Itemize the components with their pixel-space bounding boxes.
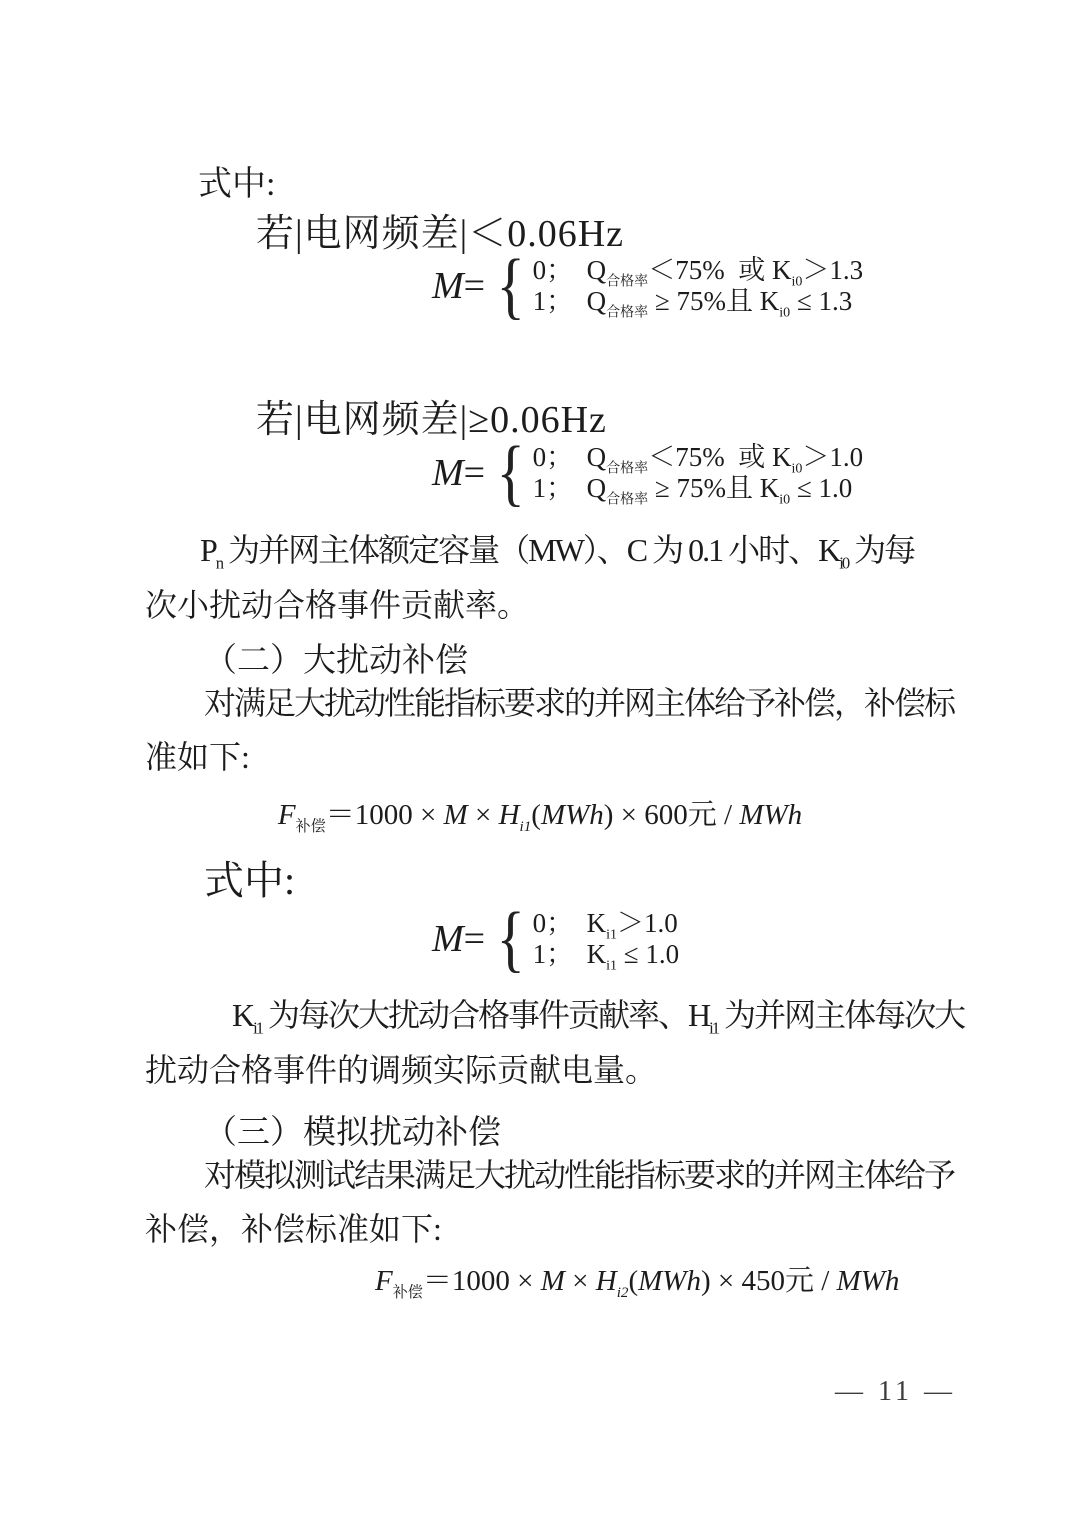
paragraph-2-line-2: 准如下: bbox=[145, 739, 250, 775]
formula-intro-label-2: 式中: bbox=[204, 858, 296, 903]
formula-m-cases-2: M= { 0； $Q_{合格率}<75\%$ 或 $K_{i0}>1.0$ 1； $Q_{合格率} \ge 75\%$且 $K_{i0} \le 1.0$ bbox=[432, 432, 864, 514]
formula-f-compensation-450: $F_{补偿}=1000 \times M \times H_{i2}(MWh) \times 450$元 / MWh bbox=[375, 1265, 900, 1301]
condition-small-freq-deviation: 若|电网频差|＜0.06Hz bbox=[256, 213, 625, 255]
paragraph-pn-line-2: 次小扰动合格事件贡献率。 bbox=[145, 587, 530, 623]
formula-m-lhs: M= bbox=[432, 452, 486, 494]
formula-m-lhs: M= bbox=[432, 918, 486, 960]
section-heading-2: （二）大扰动补偿 bbox=[204, 643, 468, 679]
formula-case-rows bbox=[532, 908, 680, 974]
case-row-bottom: 1； $Q_{合格率} \ge 75\%$且 $K_{i0} \le 1.0$ bbox=[532, 473, 853, 508]
formula-intro-label-1: 式中: bbox=[198, 166, 276, 203]
formula-f-compensation-600: $F_{补偿}=1000 \times M \times H_{i1}(MWh) \times 600$元 / MWh bbox=[277, 799, 803, 835]
case-row-top: 0； $Q_{合格率}<75\%$ 或 $K_{i0}>1.0$ bbox=[532, 442, 864, 477]
paragraph-pn-line-1: $P_n$ 为并网主体额定容量（MW）、C 为 0.1 小时、$K_{i0}$ 为每 bbox=[200, 532, 915, 573]
paragraph-3-line-1: 对模拟测试结果满足大扰动性能指标要求的并网主体给予 bbox=[204, 1157, 955, 1193]
formula-case-rows bbox=[532, 442, 864, 508]
paragraph-ki1-line-2: 扰动合格事件的调频实际贡献电量。 bbox=[145, 1052, 658, 1088]
paragraph-2-line-1: 对满足大扰动性能指标要求的并网主体给予补偿，补偿标 bbox=[204, 685, 955, 721]
condition-large-freq-deviation: 若|电网频差|≥0.06Hz bbox=[256, 399, 607, 441]
formula-case-rows bbox=[532, 255, 864, 321]
case-row-top: 0； $Q_{合格率}<75\%$ 或 $K_{i0}>1.3$ bbox=[532, 255, 864, 290]
formula-m-cases-3: M= { 0； $K_{i1}>1.0$ 1； $K_{i1} \le 1.0$ bbox=[432, 898, 680, 980]
case-row-top: 0； $K_{i1}>1.0$ bbox=[532, 908, 678, 943]
case-row-bottom: 1； $Q_{合格率} \ge 75\%$且 $K_{i0} \le 1.3$ bbox=[532, 286, 853, 321]
paragraph-ki1-line-1: $K_{i1}$ 为每次大扰动合格事件贡献率、$H_{i1}$ 为并网主体每次大 bbox=[232, 997, 965, 1038]
formula-m-cases-1: M= { 0； $Q_{合格率}<75\%$ 或 $K_{i0}>1.3$ 1； $Q_{合格率} \ge 75\%$且 $K_{i0} \le 1.3$ bbox=[432, 245, 864, 327]
case-row-bottom: 1； $K_{i1} \le 1.0$ bbox=[532, 939, 680, 974]
paragraph-3-line-2: 补偿，补偿标准如下: bbox=[145, 1211, 442, 1247]
section-heading-3: （三）模拟扰动补偿 bbox=[204, 1115, 501, 1151]
page-number: — 11 — bbox=[835, 1376, 956, 1407]
formula-m-lhs: M= bbox=[432, 265, 486, 307]
